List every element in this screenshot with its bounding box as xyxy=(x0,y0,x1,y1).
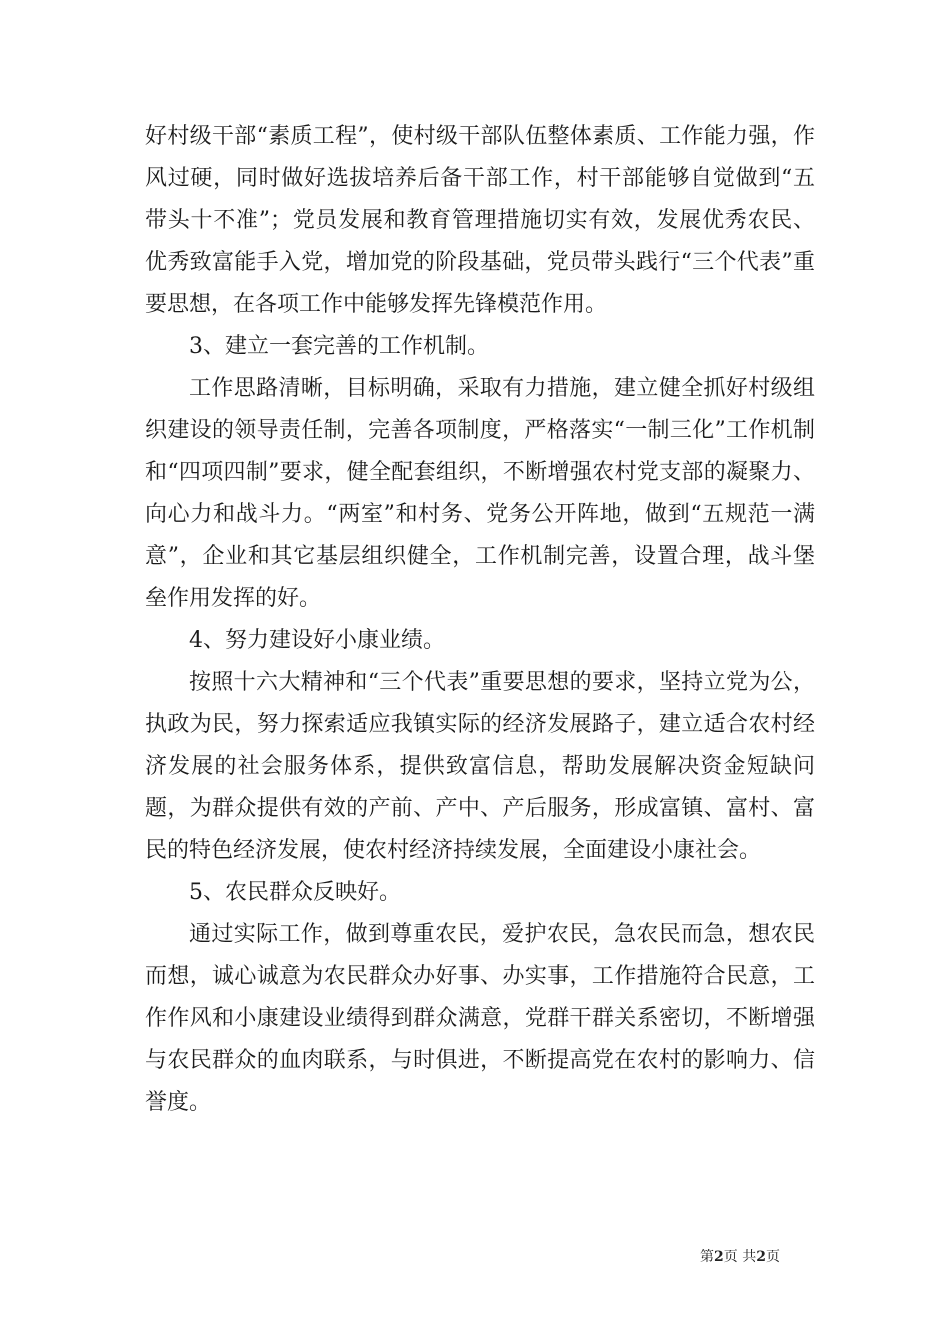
paragraph-continuation: 好村级干部“素质工程”，使村级干部队伍整体素质、工作能力强，作风过硬，同时做好选拔培养后备干部工作，村干部能够自觉做到“五带头十不准”；党员发展和教育管理措施切实有效，发展优秀农民、优秀致富能手入党，增加党的阶段基础，党员带头践行“三个代表”重要思想，在各项工作中能够发挥先锋模范作用。 xyxy=(145,124,815,317)
footer-current-page: 2 xyxy=(714,1249,724,1265)
footer-prefix: 第 xyxy=(700,1249,714,1265)
footer-middle: 页 共 xyxy=(723,1249,757,1265)
paragraph-work-mechanism: 工作思路清晰，目标明确，采取有力措施，建立健全抓好村级组织建设的领导责任制，完善各项制度，严格落实“一制三化”工作机制和“四项四制”要求，健全配套组织，不断增强农村党支部的凝聚力、向心力和战斗力。“两室”和村务、党务公开阵地，做到“五规范一满意”，企业和其它基层组织健全，工作机制完善，设置合理，战斗堡垒作用发挥的好。 xyxy=(145,376,815,611)
page-footer xyxy=(700,1246,780,1266)
document-body xyxy=(145,116,815,1124)
paragraph-farmers-feedback: 通过实际工作，做到尊重农民，爱护农民，急农民而急，想农民而想，诚心诚意为农民群众办好事、办实事，工作措施符合民意，工作作风和小康建设业绩得到群众满意，党群干群关系密切，不断增强与农民群众的血肉联系，与时俱进，不断提高党在农村的影响力、信誉度。 xyxy=(145,922,815,1115)
footer-total-pages: 2 xyxy=(756,1249,766,1265)
footer-suffix: 页 xyxy=(765,1249,780,1265)
section-heading-5: 5、农民群众反映好。 xyxy=(189,880,401,905)
paragraph-xiaokang: 按照十六大精神和“三个代表”重要思想的要求，坚持立党为公，执政为民，努力探索适应我镇实际的经济发展路子，建立适合农村经济发展的社会服务体系，提供致富信息，帮助发展解决资金短缺问题，为群众提供有效的产前、产中、产后服务，形成富镇、富村、富民的特色经济发展，使农村经济持续发展，全面建设小康社会。 xyxy=(145,670,815,863)
section-heading-4: 4、努力建设好小康业绩。 xyxy=(189,628,445,653)
section-heading-3: 3、建立一套完善的工作机制。 xyxy=(189,334,489,359)
